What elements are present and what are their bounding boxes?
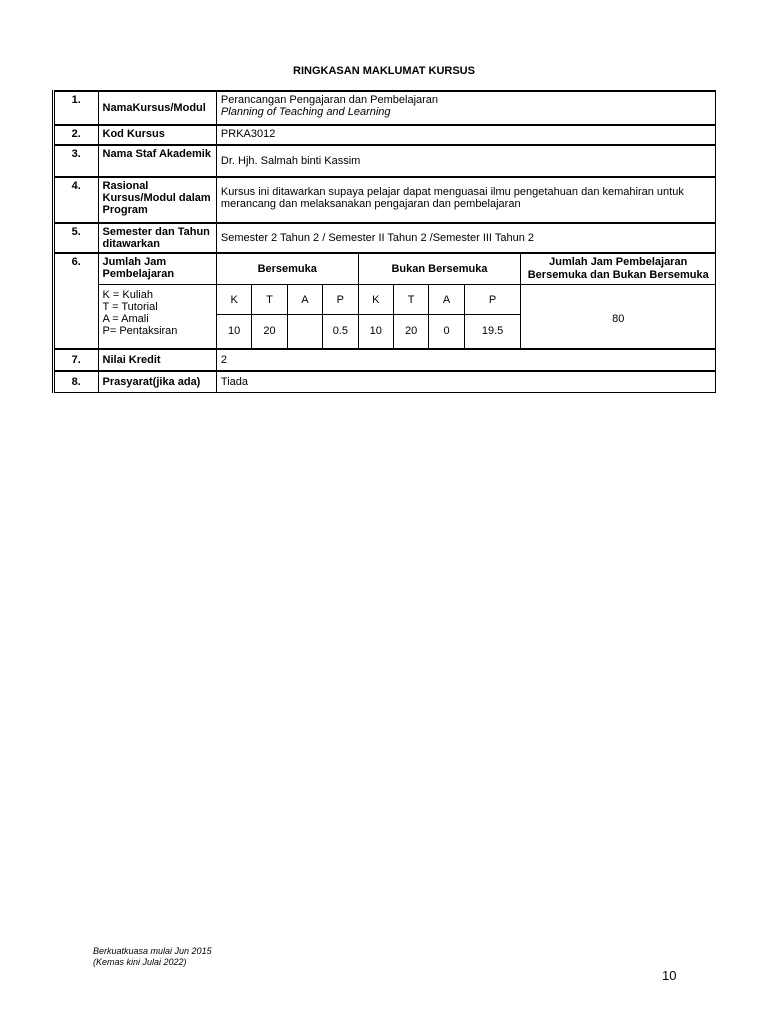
course-summary-table <box>52 90 716 393</box>
legend-kuliah: K = Kuliah <box>102 289 153 301</box>
bukan-bersemuka-header: Bukan Bersemuka <box>358 253 521 285</box>
academic-staff-label: Nama Staf Akademik <box>98 145 216 177</box>
row-number: 4. <box>54 177 99 223</box>
document-title: RINGKASAN MAKLUMAT KURSUS <box>293 65 475 77</box>
credit-label: Nilai Kredit <box>98 349 216 371</box>
sub-header-a: A <box>287 285 322 315</box>
footer-update-date: (Kemas kini Julai 2022) <box>93 957 187 967</box>
rationale-label: Rasional Kursus/Modul dalam Program <box>98 177 216 223</box>
sub-header-t: T <box>252 285 287 315</box>
credit-value: 2 <box>216 349 715 371</box>
page-number: 10 <box>662 968 677 983</box>
sub-header-p: P <box>464 285 521 315</box>
row-number: 5. <box>54 223 99 253</box>
semester-value: Semester 2 Tahun 2 / Semester II Tahun 2 /Semester III Tahun 2 <box>216 223 715 253</box>
total-hours-value: 80 <box>521 285 716 349</box>
sub-header-t: T <box>393 285 428 315</box>
prerequisite-label: Prasyarat(jika ada) <box>98 371 216 393</box>
row-number: 2. <box>54 125 99 145</box>
course-name-malay: Perancangan Pengajaran dan Pembelajaran <box>220 94 439 106</box>
row-number: 7. <box>54 349 99 371</box>
footer-effective-date: Berkuatkuasa mulai Jun 2015 <box>93 946 212 956</box>
hours-value: 19.5 <box>464 315 521 349</box>
hours-value: 0 <box>429 315 464 349</box>
row-number: 6. <box>54 253 99 285</box>
table-row <box>54 145 716 177</box>
prerequisite-value: Tiada <box>216 371 715 393</box>
bersemuka-header: Bersemuka <box>216 253 358 285</box>
table-row <box>54 349 716 371</box>
course-code-label: Kod Kursus <box>98 125 216 145</box>
table-row <box>54 125 716 145</box>
table-row <box>54 371 716 393</box>
row-number: 3. <box>54 145 99 177</box>
sub-header-p: P <box>323 285 358 315</box>
course-name-english: Planning of Teaching and Learning <box>220 106 391 118</box>
legend-amali: A = Amali <box>102 313 149 325</box>
hours-legend <box>98 285 216 349</box>
table-row <box>54 285 716 315</box>
course-code-value: PRKA3012 <box>216 125 715 145</box>
sub-header-k: K <box>358 285 393 315</box>
table-row <box>54 177 716 223</box>
rationale-value: Kursus ini ditawarkan supaya pelajar dapat menguasai ilmu pengetahuan dan kemahiran untuk merancang dan melaksanakan pengajaran dan pembelajaran <box>216 177 715 223</box>
row-number: 8. <box>54 371 99 393</box>
course-name-value <box>216 91 715 125</box>
table-row <box>54 91 716 125</box>
total-hours-header: Jumlah Jam Pembelajaran Bersemuka dan Bukan Bersemuka <box>521 253 716 285</box>
footer <box>93 946 212 968</box>
semester-label: Semester dan Tahun ditawarkan <box>98 223 216 253</box>
row-number: 1. <box>54 91 99 125</box>
table-row <box>54 253 716 285</box>
hours-value: 10 <box>216 315 251 349</box>
legend-tutorial: T = Tutorial <box>102 301 158 313</box>
course-name-label: NamaKursus/Modul <box>98 91 216 125</box>
hours-value <box>287 315 322 349</box>
hours-value: 10 <box>358 315 393 349</box>
hours-value: 20 <box>393 315 428 349</box>
academic-staff-value: Dr. Hjh. Salmah binti Kassim <box>216 145 715 177</box>
hours-value: 20 <box>252 315 287 349</box>
legend-pentaksiran: P= Pentaksiran <box>102 325 178 337</box>
hours-value: 0.5 <box>323 315 358 349</box>
table-row <box>54 223 716 253</box>
sub-header-k: K <box>216 285 251 315</box>
sub-header-a: A <box>429 285 464 315</box>
learning-hours-label: Jumlah Jam Pembelajaran <box>98 253 216 285</box>
